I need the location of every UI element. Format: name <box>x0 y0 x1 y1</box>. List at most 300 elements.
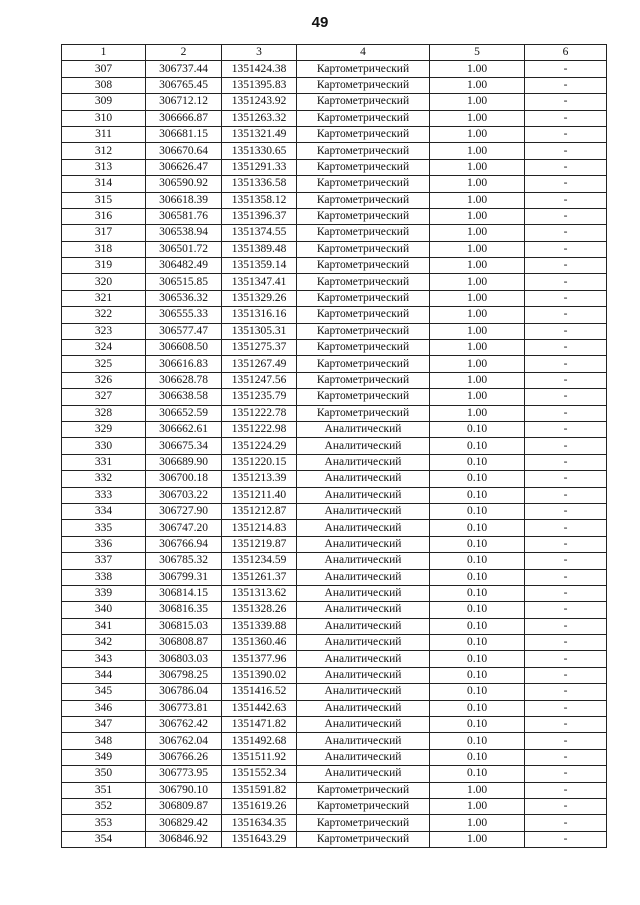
accuracy-cell: 0.10 <box>430 454 525 470</box>
y-coordinate-cell: 1351330.65 <box>222 143 297 159</box>
method-cell: Картометрический <box>297 831 430 847</box>
accuracy-cell: 1.00 <box>430 290 525 306</box>
x-coordinate-cell: 306608.50 <box>146 340 222 356</box>
point-number-cell: 314 <box>62 176 146 192</box>
point-number-cell: 342 <box>62 635 146 651</box>
coordinates-table <box>61 44 607 848</box>
x-coordinate-cell: 306626.47 <box>146 159 222 175</box>
note-cell: - <box>525 143 607 159</box>
table-row <box>62 421 607 437</box>
method-cell: Картометрический <box>297 192 430 208</box>
accuracy-cell: 1.00 <box>430 356 525 372</box>
x-coordinate-cell: 306808.87 <box>146 635 222 651</box>
point-number-cell: 321 <box>62 290 146 306</box>
point-number-cell: 350 <box>62 766 146 782</box>
point-number-cell: 336 <box>62 536 146 552</box>
x-coordinate-cell: 306747.20 <box>146 520 222 536</box>
method-cell: Картометрический <box>297 77 430 93</box>
y-coordinate-cell: 1351316.16 <box>222 307 297 323</box>
note-cell: - <box>525 553 607 569</box>
table-row <box>62 176 607 192</box>
y-coordinate-cell: 1351396.37 <box>222 208 297 224</box>
x-coordinate-cell: 306786.04 <box>146 684 222 700</box>
note-cell: - <box>525 749 607 765</box>
table-row <box>62 389 607 405</box>
accuracy-cell: 1.00 <box>430 126 525 142</box>
table-row <box>62 782 607 798</box>
accuracy-cell: 0.10 <box>430 487 525 503</box>
method-cell: Картометрический <box>297 323 430 339</box>
accuracy-cell: 0.10 <box>430 635 525 651</box>
y-coordinate-cell: 1351511.92 <box>222 749 297 765</box>
method-cell: Картометрический <box>297 225 430 241</box>
method-cell: Картометрический <box>297 143 430 159</box>
table-row <box>62 356 607 372</box>
method-cell: Картометрический <box>297 159 430 175</box>
table-row <box>62 700 607 716</box>
accuracy-cell: 1.00 <box>430 192 525 208</box>
method-cell: Аналитический <box>297 651 430 667</box>
x-coordinate-cell: 306815.03 <box>146 618 222 634</box>
table-row <box>62 77 607 93</box>
point-number-cell: 332 <box>62 471 146 487</box>
table-row <box>62 225 607 241</box>
y-coordinate-cell: 1351389.48 <box>222 241 297 257</box>
y-coordinate-cell: 1351329.26 <box>222 290 297 306</box>
y-coordinate-cell: 1351211.40 <box>222 487 297 503</box>
note-cell: - <box>525 618 607 634</box>
table-row <box>62 536 607 552</box>
table-row <box>62 717 607 733</box>
y-coordinate-cell: 1351222.78 <box>222 405 297 421</box>
x-coordinate-cell: 306675.34 <box>146 438 222 454</box>
accuracy-cell: 0.10 <box>430 766 525 782</box>
point-number-cell: 326 <box>62 372 146 388</box>
accuracy-cell: 0.10 <box>430 438 525 454</box>
accuracy-cell: 0.10 <box>430 618 525 634</box>
accuracy-cell: 1.00 <box>430 782 525 798</box>
note-cell: - <box>525 520 607 536</box>
x-coordinate-cell: 306803.03 <box>146 651 222 667</box>
method-cell: Аналитический <box>297 520 430 536</box>
x-coordinate-cell: 306737.44 <box>146 61 222 77</box>
y-coordinate-cell: 1351424.38 <box>222 61 297 77</box>
y-coordinate-cell: 1351328.26 <box>222 602 297 618</box>
method-cell: Картометрический <box>297 274 430 290</box>
table-row <box>62 126 607 142</box>
table-row <box>62 766 607 782</box>
table-row <box>62 602 607 618</box>
y-coordinate-cell: 1351313.62 <box>222 585 297 601</box>
accuracy-cell: 0.10 <box>430 717 525 733</box>
note-cell: - <box>525 94 607 110</box>
accuracy-cell: 1.00 <box>430 225 525 241</box>
note-cell: - <box>525 372 607 388</box>
y-coordinate-cell: 1351247.56 <box>222 372 297 388</box>
accuracy-cell: 1.00 <box>430 323 525 339</box>
method-cell: Картометрический <box>297 405 430 421</box>
note-cell: - <box>525 585 607 601</box>
note-cell: - <box>525 635 607 651</box>
y-coordinate-cell: 1351305.31 <box>222 323 297 339</box>
table-row <box>62 667 607 683</box>
note-cell: - <box>525 323 607 339</box>
x-coordinate-cell: 306846.92 <box>146 831 222 847</box>
accuracy-cell: 0.10 <box>430 520 525 536</box>
accuracy-cell: 0.10 <box>430 553 525 569</box>
x-coordinate-cell: 306703.22 <box>146 487 222 503</box>
accuracy-cell: 0.10 <box>430 651 525 667</box>
x-coordinate-cell: 306829.42 <box>146 815 222 831</box>
method-cell: Картометрический <box>297 126 430 142</box>
y-coordinate-cell: 1351235.79 <box>222 389 297 405</box>
accuracy-cell: 0.10 <box>430 536 525 552</box>
y-coordinate-cell: 1351275.37 <box>222 340 297 356</box>
point-number-cell: 310 <box>62 110 146 126</box>
accuracy-cell: 1.00 <box>430 110 525 126</box>
method-cell: Аналитический <box>297 553 430 569</box>
y-coordinate-cell: 1351321.49 <box>222 126 297 142</box>
method-cell: Аналитический <box>297 421 430 437</box>
point-number-cell: 322 <box>62 307 146 323</box>
note-cell: - <box>525 421 607 437</box>
point-number-cell: 343 <box>62 651 146 667</box>
x-coordinate-cell: 306501.72 <box>146 241 222 257</box>
note-cell: - <box>525 487 607 503</box>
x-coordinate-cell: 306666.87 <box>146 110 222 126</box>
point-number-cell: 313 <box>62 159 146 175</box>
point-number-cell: 335 <box>62 520 146 536</box>
table-row <box>62 405 607 421</box>
table-row <box>62 651 607 667</box>
note-cell: - <box>525 733 607 749</box>
table-row <box>62 340 607 356</box>
table-row <box>62 290 607 306</box>
table-row <box>62 438 607 454</box>
note-cell: - <box>525 77 607 93</box>
accuracy-cell: 1.00 <box>430 372 525 388</box>
accuracy-cell: 1.00 <box>430 143 525 159</box>
accuracy-cell: 1.00 <box>430 61 525 77</box>
y-coordinate-cell: 1351395.83 <box>222 77 297 93</box>
note-cell: - <box>525 815 607 831</box>
y-coordinate-cell: 1351347.41 <box>222 274 297 290</box>
note-cell: - <box>525 831 607 847</box>
column-header-1: 1 <box>62 45 146 61</box>
x-coordinate-cell: 306799.31 <box>146 569 222 585</box>
table-row <box>62 553 607 569</box>
point-number-cell: 318 <box>62 241 146 257</box>
point-number-cell: 324 <box>62 340 146 356</box>
table-row <box>62 503 607 519</box>
accuracy-cell: 1.00 <box>430 340 525 356</box>
point-number-cell: 316 <box>62 208 146 224</box>
method-cell: Аналитический <box>297 569 430 585</box>
method-cell: Картометрический <box>297 258 430 274</box>
method-cell: Аналитический <box>297 733 430 749</box>
x-coordinate-cell: 306712.12 <box>146 94 222 110</box>
x-coordinate-cell: 306538.94 <box>146 225 222 241</box>
accuracy-cell: 1.00 <box>430 831 525 847</box>
x-coordinate-cell: 306616.83 <box>146 356 222 372</box>
method-cell: Картометрический <box>297 61 430 77</box>
y-coordinate-cell: 1351243.92 <box>222 94 297 110</box>
table-row <box>62 487 607 503</box>
table-row <box>62 372 607 388</box>
point-number-cell: 309 <box>62 94 146 110</box>
accuracy-cell: 0.10 <box>430 749 525 765</box>
method-cell: Картометрический <box>297 782 430 798</box>
y-coordinate-cell: 1351234.59 <box>222 553 297 569</box>
x-coordinate-cell: 306670.64 <box>146 143 222 159</box>
column-header-5: 5 <box>430 45 525 61</box>
note-cell: - <box>525 405 607 421</box>
note-cell: - <box>525 471 607 487</box>
table-row <box>62 454 607 470</box>
accuracy-cell: 1.00 <box>430 77 525 93</box>
accuracy-cell: 1.00 <box>430 208 525 224</box>
note-cell: - <box>525 258 607 274</box>
point-number-cell: 334 <box>62 503 146 519</box>
point-number-cell: 330 <box>62 438 146 454</box>
table-row <box>62 192 607 208</box>
point-number-cell: 327 <box>62 389 146 405</box>
x-coordinate-cell: 306816.35 <box>146 602 222 618</box>
accuracy-cell: 0.10 <box>430 700 525 716</box>
table-row <box>62 635 607 651</box>
y-coordinate-cell: 1351220.15 <box>222 454 297 470</box>
x-coordinate-cell: 306727.90 <box>146 503 222 519</box>
note-cell: - <box>525 782 607 798</box>
accuracy-cell: 1.00 <box>430 307 525 323</box>
y-coordinate-cell: 1351261.37 <box>222 569 297 585</box>
note-cell: - <box>525 159 607 175</box>
page-number: 49 <box>311 14 329 31</box>
accuracy-cell: 1.00 <box>430 94 525 110</box>
table-row <box>62 618 607 634</box>
y-coordinate-cell: 1351222.98 <box>222 421 297 437</box>
point-number-cell: 353 <box>62 815 146 831</box>
accuracy-cell: 1.00 <box>430 405 525 421</box>
point-number-cell: 329 <box>62 421 146 437</box>
point-number-cell: 344 <box>62 667 146 683</box>
method-cell: Картометрический <box>297 372 430 388</box>
y-coordinate-cell: 1351552.34 <box>222 766 297 782</box>
y-coordinate-cell: 1351219.87 <box>222 536 297 552</box>
x-coordinate-cell: 306618.39 <box>146 192 222 208</box>
y-coordinate-cell: 1351339.88 <box>222 618 297 634</box>
note-cell: - <box>525 667 607 683</box>
method-cell: Картометрический <box>297 290 430 306</box>
note-cell: - <box>525 274 607 290</box>
y-coordinate-cell: 1351377.96 <box>222 651 297 667</box>
point-number-cell: 338 <box>62 569 146 585</box>
x-coordinate-cell: 306515.85 <box>146 274 222 290</box>
table-row <box>62 585 607 601</box>
note-cell: - <box>525 798 607 814</box>
point-number-cell: 354 <box>62 831 146 847</box>
point-number-cell: 307 <box>62 61 146 77</box>
x-coordinate-cell: 306809.87 <box>146 798 222 814</box>
table-row <box>62 208 607 224</box>
point-number-cell: 328 <box>62 405 146 421</box>
method-cell: Аналитический <box>297 487 430 503</box>
column-header-6: 6 <box>525 45 607 61</box>
x-coordinate-cell: 306555.33 <box>146 307 222 323</box>
point-number-cell: 340 <box>62 602 146 618</box>
x-coordinate-cell: 306762.04 <box>146 733 222 749</box>
method-cell: Аналитический <box>297 602 430 618</box>
accuracy-cell: 0.10 <box>430 733 525 749</box>
y-coordinate-cell: 1351267.49 <box>222 356 297 372</box>
x-coordinate-cell: 306765.45 <box>146 77 222 93</box>
table-row <box>62 569 607 585</box>
method-cell: Аналитический <box>297 700 430 716</box>
y-coordinate-cell: 1351390.02 <box>222 667 297 683</box>
x-coordinate-cell: 306700.18 <box>146 471 222 487</box>
method-cell: Аналитический <box>297 618 430 634</box>
method-cell: Аналитический <box>297 536 430 552</box>
table-row <box>62 323 607 339</box>
note-cell: - <box>525 176 607 192</box>
note-cell: - <box>525 126 607 142</box>
table-row <box>62 798 607 814</box>
table-row <box>62 831 607 847</box>
method-cell: Аналитический <box>297 503 430 519</box>
note-cell: - <box>525 208 607 224</box>
table-body <box>62 61 607 848</box>
x-coordinate-cell: 306681.15 <box>146 126 222 142</box>
method-cell: Картометрический <box>297 307 430 323</box>
x-coordinate-cell: 306762.42 <box>146 717 222 733</box>
y-coordinate-cell: 1351336.58 <box>222 176 297 192</box>
method-cell: Аналитический <box>297 438 430 454</box>
method-cell: Картометрический <box>297 208 430 224</box>
accuracy-cell: 1.00 <box>430 241 525 257</box>
x-coordinate-cell: 306766.94 <box>146 536 222 552</box>
accuracy-cell: 0.10 <box>430 585 525 601</box>
note-cell: - <box>525 356 607 372</box>
x-coordinate-cell: 306773.95 <box>146 766 222 782</box>
method-cell: Картометрический <box>297 798 430 814</box>
note-cell: - <box>525 602 607 618</box>
point-number-cell: 341 <box>62 618 146 634</box>
point-number-cell: 352 <box>62 798 146 814</box>
x-coordinate-cell: 306577.47 <box>146 323 222 339</box>
point-number-cell: 348 <box>62 733 146 749</box>
x-coordinate-cell: 306638.58 <box>146 389 222 405</box>
y-coordinate-cell: 1351643.29 <box>222 831 297 847</box>
note-cell: - <box>525 651 607 667</box>
note-cell: - <box>525 700 607 716</box>
y-coordinate-cell: 1351358.12 <box>222 192 297 208</box>
point-number-cell: 346 <box>62 700 146 716</box>
accuracy-cell: 1.00 <box>430 176 525 192</box>
method-cell: Аналитический <box>297 766 430 782</box>
note-cell: - <box>525 766 607 782</box>
x-coordinate-cell: 306814.15 <box>146 585 222 601</box>
y-coordinate-cell: 1351619.26 <box>222 798 297 814</box>
method-cell: Аналитический <box>297 635 430 651</box>
y-coordinate-cell: 1351224.29 <box>222 438 297 454</box>
point-number-cell: 308 <box>62 77 146 93</box>
x-coordinate-cell: 306689.90 <box>146 454 222 470</box>
y-coordinate-cell: 1351492.68 <box>222 733 297 749</box>
table-row <box>62 159 607 175</box>
accuracy-cell: 1.00 <box>430 798 525 814</box>
note-cell: - <box>525 192 607 208</box>
table-row <box>62 94 607 110</box>
accuracy-cell: 1.00 <box>430 159 525 175</box>
x-coordinate-cell: 306652.59 <box>146 405 222 421</box>
note-cell: - <box>525 307 607 323</box>
accuracy-cell: 0.10 <box>430 602 525 618</box>
method-cell: Аналитический <box>297 585 430 601</box>
table-row <box>62 274 607 290</box>
accuracy-cell: 1.00 <box>430 389 525 405</box>
accuracy-cell: 0.10 <box>430 684 525 700</box>
accuracy-cell: 0.10 <box>430 569 525 585</box>
method-cell: Аналитический <box>297 667 430 683</box>
point-number-cell: 331 <box>62 454 146 470</box>
table-row <box>62 110 607 126</box>
point-number-cell: 325 <box>62 356 146 372</box>
method-cell: Аналитический <box>297 684 430 700</box>
method-cell: Картометрический <box>297 241 430 257</box>
note-cell: - <box>525 717 607 733</box>
table-row <box>62 143 607 159</box>
x-coordinate-cell: 306590.92 <box>146 176 222 192</box>
column-header-3: 3 <box>222 45 297 61</box>
note-cell: - <box>525 389 607 405</box>
note-cell: - <box>525 241 607 257</box>
method-cell: Картометрический <box>297 94 430 110</box>
point-number-cell: 319 <box>62 258 146 274</box>
y-coordinate-cell: 1351416.52 <box>222 684 297 700</box>
y-coordinate-cell: 1351374.55 <box>222 225 297 241</box>
table-row <box>62 815 607 831</box>
table-row <box>62 520 607 536</box>
method-cell: Картометрический <box>297 356 430 372</box>
point-number-cell: 315 <box>62 192 146 208</box>
method-cell: Аналитический <box>297 454 430 470</box>
y-coordinate-cell: 1351634.35 <box>222 815 297 831</box>
table-row <box>62 684 607 700</box>
point-number-cell: 317 <box>62 225 146 241</box>
note-cell: - <box>525 503 607 519</box>
accuracy-cell: 1.00 <box>430 258 525 274</box>
point-number-cell: 337 <box>62 553 146 569</box>
note-cell: - <box>525 110 607 126</box>
note-cell: - <box>525 536 607 552</box>
y-coordinate-cell: 1351359.14 <box>222 258 297 274</box>
x-coordinate-cell: 306628.78 <box>146 372 222 388</box>
accuracy-cell: 0.10 <box>430 503 525 519</box>
point-number-cell: 349 <box>62 749 146 765</box>
y-coordinate-cell: 1351591.82 <box>222 782 297 798</box>
note-cell: - <box>525 569 607 585</box>
x-coordinate-cell: 306798.25 <box>146 667 222 683</box>
method-cell: Картометрический <box>297 176 430 192</box>
accuracy-cell: 0.10 <box>430 421 525 437</box>
point-number-cell: 312 <box>62 143 146 159</box>
x-coordinate-cell: 306536.32 <box>146 290 222 306</box>
point-number-cell: 311 <box>62 126 146 142</box>
method-cell: Аналитический <box>297 749 430 765</box>
table-row <box>62 241 607 257</box>
x-coordinate-cell: 306581.76 <box>146 208 222 224</box>
note-cell: - <box>525 225 607 241</box>
